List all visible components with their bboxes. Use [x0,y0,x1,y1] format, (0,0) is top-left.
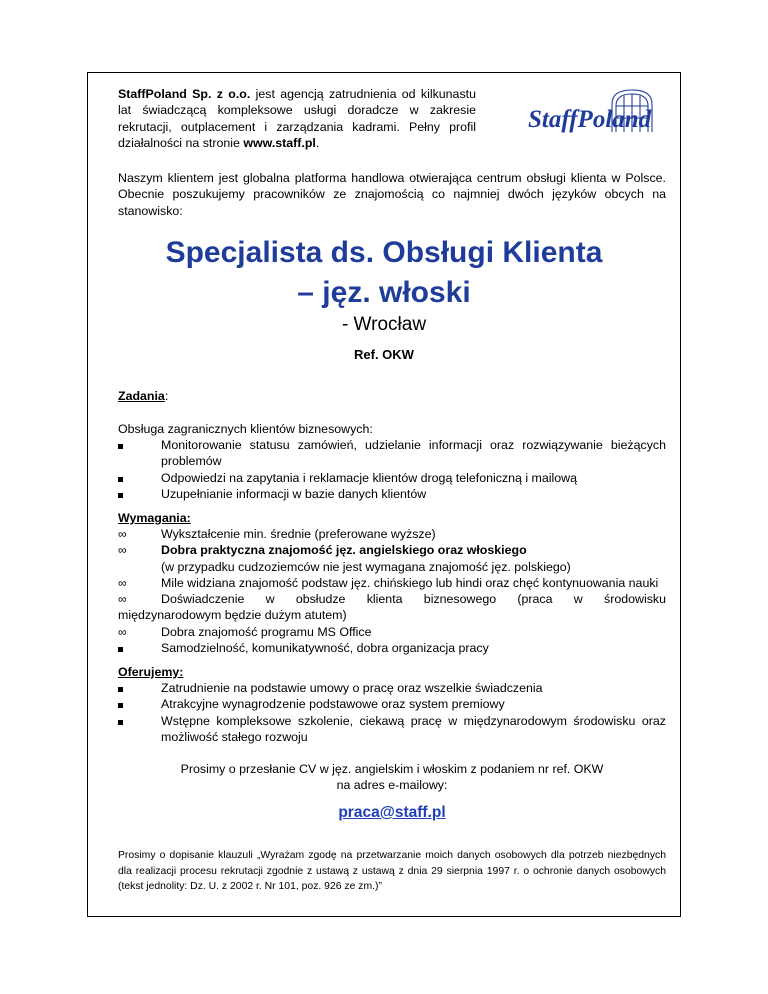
requirement-text-bold: Dobra praktyczna znajomość jęz. angielskiego oraz włoskiego [161,543,527,558]
client-description: Naszym klientem jest globalna platforma handlowa otwierająca centrum obsługi klienta w Polsce. Obecnie poszukujemy pracowników ze znajomością co najmniej dwóch języków obcych na stanowisko: [118,171,666,218]
list-item [118,624,666,640]
requirement-text: Dobra znajomość programu MS Office [161,624,372,639]
infinity-bullet-icon: ∞ [118,592,127,607]
task-text: Monitorowanie statusu zamówień, udzielanie informacji oraz rozwiązywanie bieżących problemów [161,438,666,469]
company-name: StaffPoland Sp. z o.o. [118,87,251,101]
list-item [118,470,666,486]
requirement-text-continued: międzynarodowym będzie dużym atutem) [118,608,347,623]
infinity-bullet-icon: ∞ [118,575,127,590]
staffpoland-logo [526,88,664,136]
job-title-line-1: Specjalista ds. Obsługi Klienta [165,236,603,269]
requirement-text: Doświadczenie w obsłudze klienta biznesowego (praca w środowisku [161,592,666,607]
offer-text: Atrakcyjne wynagrodzenie podstawowe oraz system premiowy [161,697,505,712]
infinity-bullet-icon: ∞ [118,624,127,639]
list-item [118,486,666,502]
cv-instructions-line-1: Prosimy o przesłanie CV w jęz. angielskim i włoskim z podaniem nr ref. OKW [180,762,604,776]
job-title-line-2: – jęz. włoski [297,276,471,309]
company-website[interactable]: www.staff.pl [243,135,316,150]
job-location: - Wrocław [341,314,427,335]
requirements-heading: Wymagania: [118,511,191,525]
tasks-lead: Obsługa zagranicznych klientów biznesowych: [118,422,373,436]
requirement-text: Samodzielność, komunikatywność, dobra organizacja pracy [161,641,489,656]
job-title [100,233,668,313]
infinity-bullet-icon: ∞ [118,543,127,558]
tasks-heading-colon: : [164,389,169,403]
requirement-text: Mile widziana znajomość podstaw jęz. chińskiego lub hindi oraz chęć kontynuowania nauki [161,575,659,590]
list-item [118,680,666,696]
square-bullet-icon [118,720,123,725]
list-item [118,526,666,542]
offer-text: Wstępne kompleksowe szkolenie, ciekawą pracę w międzynarodowym środowisku oraz możliwość stałego rozwoju [161,713,666,744]
intro-text-end: . [315,135,320,150]
square-bullet-icon [118,647,123,652]
square-bullet-icon [118,477,123,482]
intro-text: jest agencją zatrudnienia od kilkunastu lat świadczącą kompleksowe usługi doradcze w zakresie rekrutacji, outplacement i zarządzania kadrami. Pełny profil działalności na stronie [118,87,476,150]
requirement-text: Wykształcenie min. średnie (preferowane wyższe) [161,527,436,541]
square-bullet-icon [118,493,123,498]
list-item [118,713,666,746]
tasks-heading [118,388,168,404]
list-item [118,696,666,712]
list-item [118,575,666,591]
square-bullet-icon [118,703,123,708]
tasks-heading-label: Zadania [118,389,165,403]
task-text: Odpowiedzi na zapytania i reklamacje klientów drogą telefoniczną i mailową [161,470,577,485]
cv-instructions [118,761,666,794]
infinity-bullet-icon: ∞ [118,527,127,541]
requirements-list [118,526,666,656]
list-item [118,591,666,624]
cv-instructions-line-2: na adres e-mailowy: [336,778,448,793]
square-bullet-icon [118,687,123,692]
offer-heading: Oferujemy: [118,665,184,679]
list-item [118,640,666,656]
privacy-clause: Prosimy o dopisanie klauzuli „Wyrażam zgodę na przetwarzanie moich danych osobowych dla potrzeb niezbędnych dla realizacji procesu rekrutacji zgodnie z ustawą z ustawą z dnia 29 sierpnia 1997 r. o ochronie danych osobowych (tekst jednolity: Dz. U. z 2002 r. Nr 101, poz. 926 ze zm.)” [118,850,666,892]
tasks-list [118,437,666,502]
square-bullet-icon [118,444,123,449]
offer-list [118,680,666,745]
requirement-note: (w przypadku cudzoziemców nie jest wymagana znajomość jęz. polskiego) [161,559,571,574]
job-reference: Ref. OKW [354,347,414,362]
company-intro [118,86,476,151]
offer-text: Zatrudnienie na podstawie umowy o pracę oraz wszelkie świadczenia [161,681,543,695]
task-text: Uzupełnianie informacji w bazie danych klientów [161,486,427,501]
list-item [118,437,666,470]
contact-email-link[interactable]: praca@staff.pl [338,804,446,821]
logo-text: StaffPoland [528,106,652,133]
list-item [118,542,666,575]
